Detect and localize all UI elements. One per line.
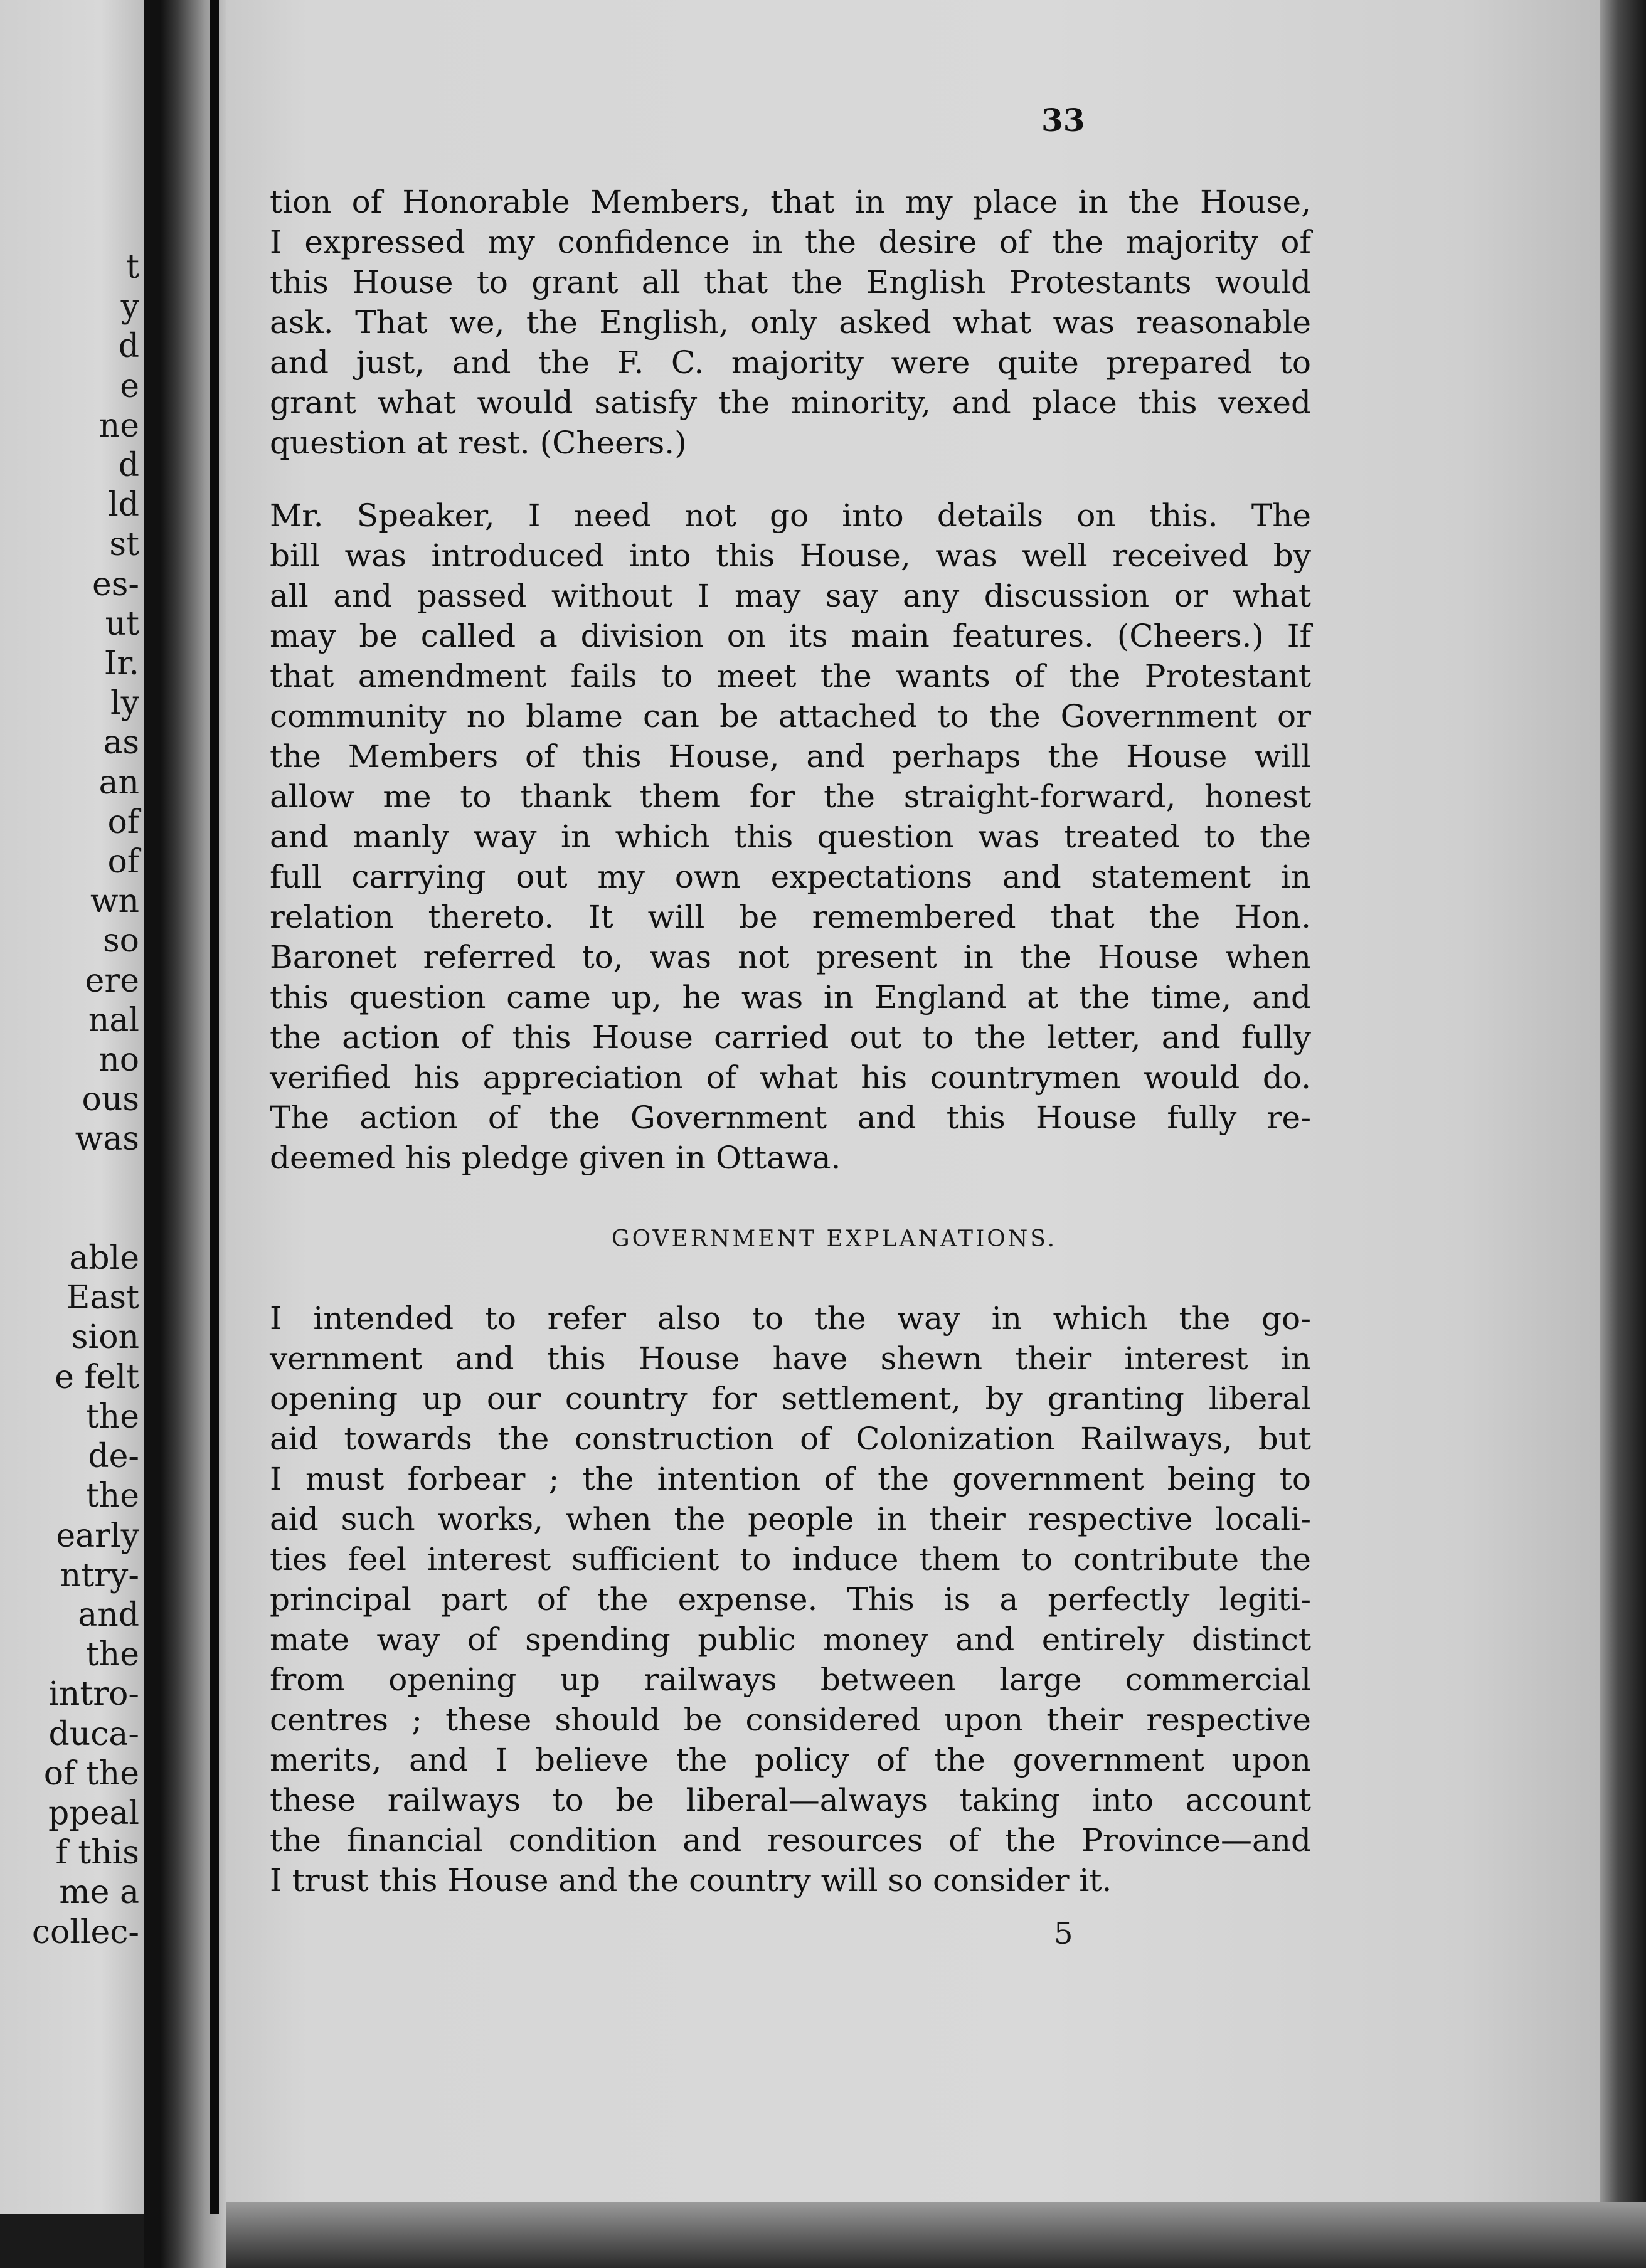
text-line: I intended to refer also to the way in which the go-: [270, 1300, 1311, 1337]
text-line: vernment and this House have shewn their interest in: [270, 1340, 1311, 1377]
fragment-line: st: [109, 526, 139, 564]
fragment-line: ntry-: [60, 1556, 139, 1594]
fragment-line: able: [69, 1239, 139, 1278]
text-line: deemed his pledge given in Ottawa.: [270, 1140, 841, 1176]
fragment-line: ous: [82, 1081, 139, 1119]
fragment-line: duca-: [48, 1715, 139, 1753]
text-line: I must forbear ; the intention of the government being to: [270, 1461, 1311, 1497]
text-line: Mr. Speaker, I need not go into details on this. The: [270, 497, 1311, 534]
text-line: full carrying out my own expectations and statement in: [270, 859, 1311, 895]
text-line: principal part of the expense. This is a perfectly legiti-: [270, 1581, 1311, 1618]
fragment-line: f this: [55, 1834, 139, 1872]
text-line: merits, and I believe the policy of the government upon: [270, 1742, 1311, 1778]
fragment-line: y: [120, 288, 139, 326]
text-line: Baronet referred to, was not present in the House when: [270, 939, 1311, 975]
paragraph-3: [270, 1298, 1311, 1900]
text-line: may be called a division on its main features. (Cheers.) If: [270, 618, 1311, 654]
fragment-line: me a: [59, 1873, 139, 1912]
fragment-line: d: [118, 327, 139, 366]
fragment-line: t: [126, 248, 139, 286]
fragment-line: East: [66, 1279, 139, 1317]
previous-page-text-fragments: [32, 248, 139, 1953]
previous-page-fragment: [0, 0, 144, 2214]
fragment-line: of: [107, 843, 139, 881]
fragment-line: es-: [92, 565, 139, 603]
fragment-line: d: [118, 447, 139, 485]
text-line: ask. That we, the English, only asked what was reasonable: [270, 304, 1311, 341]
paragraph-1: [270, 182, 1311, 463]
text-line: verified his appreciation of what his countrymen would do.: [270, 1059, 1311, 1096]
text-line: The action of the Government and this House fully re-: [270, 1100, 1311, 1136]
text-line: ties feel interest sufficient to induce them to contribute the: [270, 1541, 1311, 1577]
text-line: all and passed without I may say any discussion or what: [270, 578, 1311, 614]
fragment-line: intro-: [48, 1675, 139, 1714]
text-line: question at rest. (Cheers.): [270, 425, 687, 461]
fragment-line: of the: [43, 1754, 139, 1793]
text-line: and just, and the F. C. majority were quite prepared to: [270, 344, 1311, 381]
text-line: these railways to be liberal—always taking into account: [270, 1782, 1311, 1818]
fragment-line: the: [85, 1477, 139, 1515]
fragment-line: [32, 1160, 139, 1199]
fragment-line: was: [75, 1120, 139, 1158]
fragment-line: e: [120, 367, 139, 405]
fragment-line: of: [107, 803, 139, 841]
text-line: this House to grant all that the English Protestants would: [270, 264, 1311, 300]
fragment-line: ly: [110, 684, 139, 723]
text-line: bill was introduced into this House, was well received by: [270, 538, 1311, 574]
paragraph-2: [270, 495, 1311, 1178]
section-heading: GOVERNMENT EXPLANATIONS.: [611, 1226, 1058, 1252]
text-line: aid such works, when the people in their respective locali-: [270, 1501, 1311, 1537]
text-line: this question came up, he was in England at the time, and: [270, 979, 1311, 1015]
fragment-line: ere: [85, 962, 139, 1000]
text-line: that amendment fails to meet the wants of the Protestant: [270, 658, 1311, 694]
signature-mark: 5: [1054, 1916, 1073, 1951]
fragment-line: Ir.: [104, 645, 139, 683]
fragment-line: sion: [71, 1318, 139, 1357]
text-line: I expressed my confidence in the desire of the majority of: [270, 224, 1311, 260]
fragment-line: as: [103, 724, 139, 762]
fragment-line: early: [56, 1517, 139, 1555]
fragment-line: so: [103, 922, 139, 960]
text-line: relation thereto. It will be remembered that the Hon.: [270, 899, 1311, 935]
fragment-line: an: [98, 763, 139, 802]
text-line: and manly way in which this question was treated to the: [270, 819, 1311, 855]
fragment-line: ld: [108, 486, 139, 524]
text-line: tion of Honorable Members, that in my place in the House,: [270, 184, 1311, 220]
fragment-line: ut: [105, 605, 139, 643]
fragment-line: ne: [98, 406, 139, 445]
text-line: mate way of spending public money and entirely distinct: [270, 1621, 1311, 1658]
text-line: the action of this House carried out to the letter, and fully: [270, 1019, 1311, 1056]
text-line: I trust this House and the country will so consider it.: [270, 1862, 1112, 1899]
fragment-line: the: [85, 1636, 139, 1674]
fragment-line: the: [85, 1397, 139, 1436]
page-number: 33: [1041, 102, 1085, 139]
text-line: community no blame can be attached to the Government or: [270, 698, 1311, 734]
fragment-line: collec-: [31, 1913, 139, 1951]
fragment-line: de-: [88, 1438, 139, 1476]
page-edge-shadow: [1600, 0, 1646, 2268]
fragment-line: [32, 1199, 139, 1239]
text-line: opening up our country for settlement, by granting liberal: [270, 1380, 1311, 1417]
fragment-line: nal: [88, 1001, 139, 1039]
text-line: from opening up railways between large commercial: [270, 1661, 1311, 1698]
text-line: grant what would satisfy the minority, and place this vexed: [270, 384, 1311, 421]
fragment-line: e felt: [55, 1358, 139, 1396]
text-line: the Members of this House, and perhaps the House will: [270, 738, 1311, 775]
fragment-line: wn: [90, 882, 139, 921]
text-line: allow me to thank them for the straight-forward, honest: [270, 778, 1311, 815]
page-bottom-shadow: [226, 2202, 1646, 2268]
fragment-line: no: [98, 1041, 139, 1079]
text-line: centres ; these should be considered upon their respective: [270, 1702, 1311, 1738]
fragment-line: and: [78, 1596, 139, 1634]
fragment-line: ppeal: [48, 1794, 139, 1832]
gutter-shadow-line: [210, 0, 219, 2214]
text-line: aid towards the construction of Colonization Railways, but: [270, 1421, 1311, 1457]
text-line: the financial condition and resources of the Province—and: [270, 1822, 1311, 1858]
